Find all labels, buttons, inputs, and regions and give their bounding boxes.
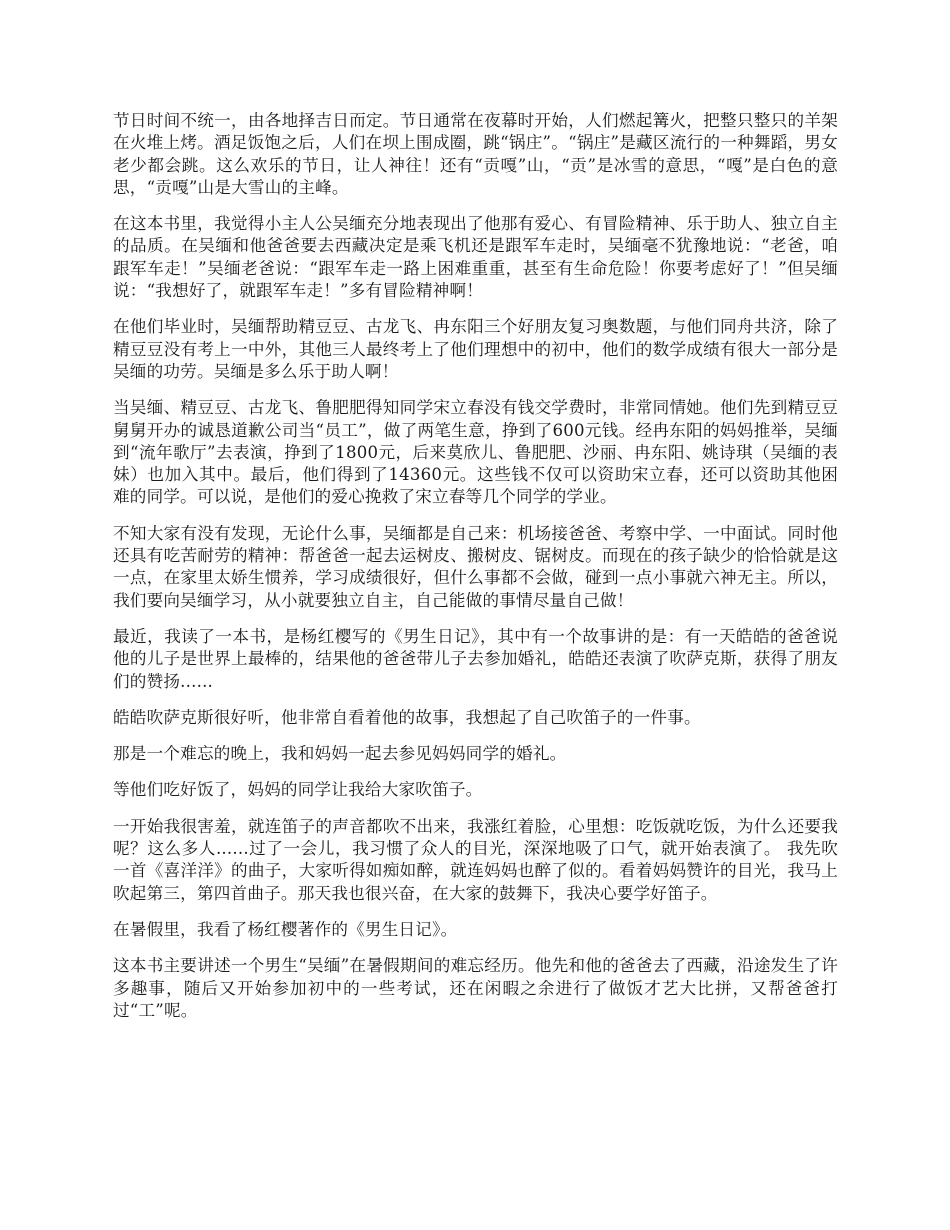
document-body bbox=[113, 110, 838, 1036]
paragraph: 这本书主要讲述一个男生“吴缅”在暑假期间的难忘经历。他先和他的爸爸去了西藏，沿途发生了许多趣事，随后又开始参加初中的一些考试，还在闲暇之余进行了做饭才艺大比拼，又帮爸爸打过“工”呢。 bbox=[113, 956, 838, 1020]
paragraph: 等他们吃好饭了，妈妈的同学让我给大家吹笛子。 bbox=[113, 780, 483, 800]
paragraph: 皓皓吹萨克斯很好听，他非常自看着他的故事，我想起了自己吹笛子的一件事。 bbox=[113, 707, 701, 727]
paragraph: 不知大家有没有发现，无论什么事，吴缅都是自己来：机场接爸爸、考察中学、一中面试。同时他还具有吃苦耐劳的精神：帮爸爸一起去运树皮、搬树皮、锯树皮。而现在的孩子缺少的恰恰就是这一点，在家里太娇生惯养，学习成绩很好，但什么事都不会做，碰到一点小事就六神无主。所以，我们要向吴缅学习，从小就要独立自主，自己能做的事情尽量自己做！ bbox=[113, 523, 838, 610]
paragraph: 在暑假里，我看了杨红樱著作的《男生日记》。 bbox=[113, 919, 458, 939]
paragraph: 一开始我很害羞，就连笛子的声音都吹不出来，我涨红着脸，心里想：吃饭就吃饭，为什么还要我呢？这么多人......过了一会儿，我习惯了众人的目光，深深地吸了口气，就开始表演了。 我先吹一首《喜洋洋》的曲子，大家听得如痴如醉，就连妈妈也醉了似的。看着妈妈赞许的目光，我马上吹起第三，第四首曲子。那天我也很兴奋，在大家的鼓舞下，我决心要学好笛子。 bbox=[113, 816, 838, 903]
paragraph: 最近，我读了一本书，是杨红樱写的《男生日记》，其中有一个故事讲的是：有一天皓皓的爸爸说他的儿子是世界上最棒的，结果他的爸爸带儿子去参加婚礼，皓皓还表演了吹萨克斯，获得了朋友们的赞扬...... bbox=[113, 626, 838, 691]
paragraph: 在他们毕业时，吴缅帮助精豆豆、古龙飞、冉东阳三个好朋友复习奥数题，与他们同舟共济，除了精豆豆没有考上一中外，其他三人最终考上了他们理想中的初中，他们的数学成绩有很大一部分是吴缅的功劳。吴缅是多么乐于助人啊！ bbox=[113, 317, 838, 381]
paragraph: 节日时间不统一，由各地择吉日而定。节日通常在夜幕时开始，人们燃起篝火，把整只整只的羊架在火堆上烤。酒足饭饱之后，人们在坝上围成圈，跳“锅庄”。“锅庄”是藏区流行的一种舞蹈，男女老少都会跳。这么欢乐的节日，让人神往！还有“贡嘎”山，“贡”是冰雪的意思，“嘎”是白色的意思，“贡嘎”山是大雪山的主峰。 bbox=[113, 111, 838, 197]
paragraph: 在这本书里，我觉得小主人公吴缅充分地表现出了他那有爱心、有冒险精神、乐于助人、独立自主的品质。在吴缅和他爸爸要去西藏决定是乘飞机还是跟军车走时，吴缅毫不犹豫地说：“老爸，咱跟军车走！”吴缅老爸说：“跟军车走一路上困难重重，甚至有生命危险！你要考虑好了！”但吴缅说：“我想好了，就跟军车走！”多有冒险精神啊！ bbox=[113, 214, 838, 301]
paragraph: 当吴缅、精豆豆、古龙飞、鲁肥肥得知同学宋立春没有钱交学费时，非常同情她。他们先到精豆豆舅舅开办的诚恳道歉公司当“员工”，做了两笔生意，挣到了600元钱。经冉东阳的妈妈推举，吴缅到“流年歌厅”去表演，挣到了1800元，后来莫欣儿、鲁肥肥、沙丽、冉东阳、姚诗琪（吴缅的表妹）也加入其中。最后，他们得到了14360元。这些钱不仅可以资助宋立春，还可以资助其他困难的同学。可以说，是他们的爱心挽救了宋立春等几个同学的学业。 bbox=[113, 398, 838, 507]
paragraph: 那是一个难忘的晚上，我和妈妈一起去参见妈妈同学的婚礼。 bbox=[113, 744, 567, 764]
